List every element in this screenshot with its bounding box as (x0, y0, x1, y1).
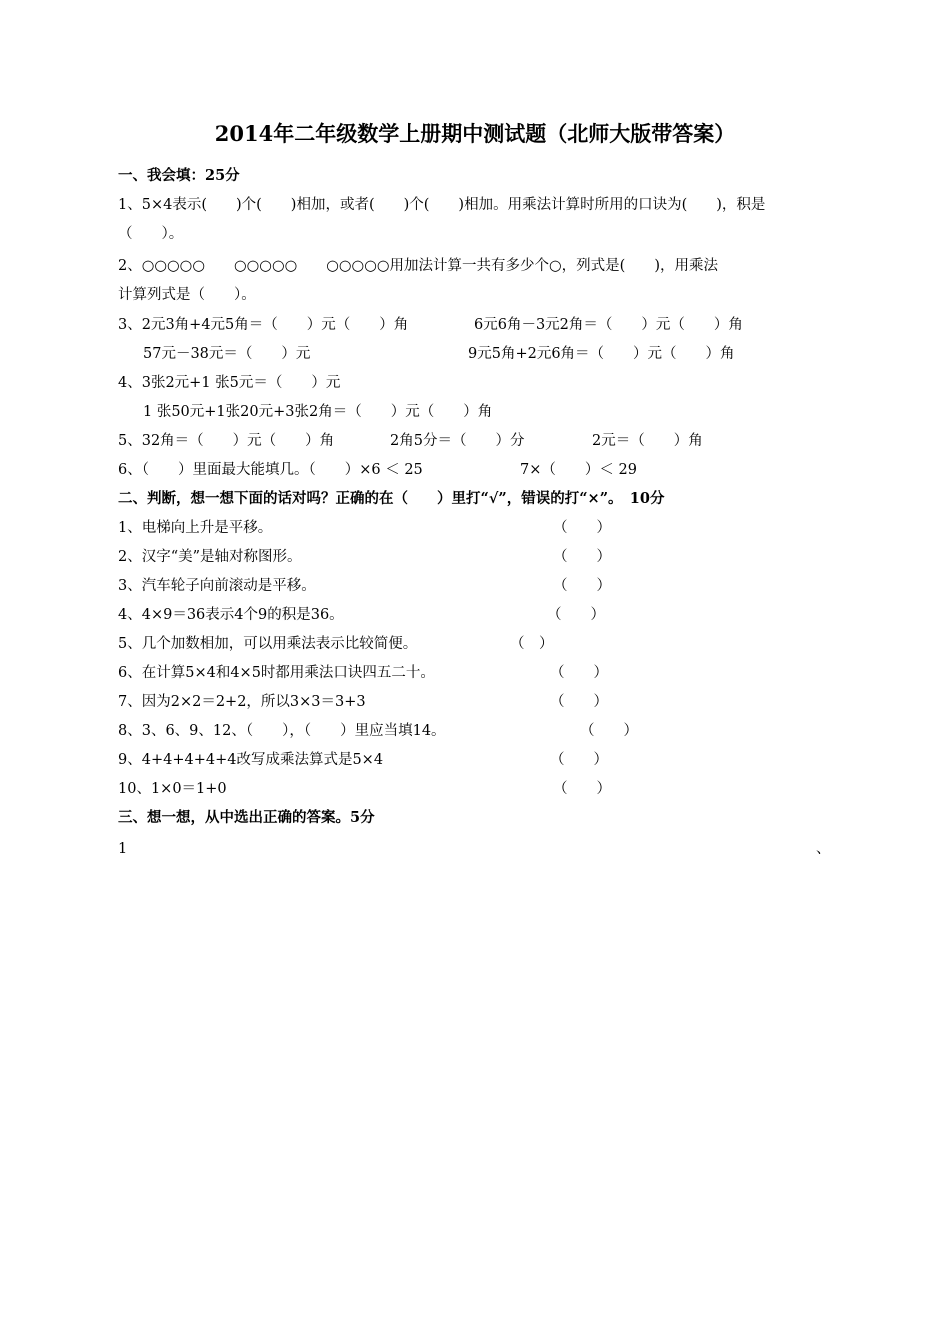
section3-question-1-number: 1 (118, 841, 128, 857)
judgment-item-text: 5、几个加数相加，可以用乘法表示比较简便。 (118, 636, 418, 652)
question-6-part-a: 6、（ ）里面最大能填几。（ ）×6 ＜ 25 (118, 462, 423, 478)
section3-heading: 三、想一想，从中选出正确的答案。5分 (118, 809, 375, 826)
judgment-item-text: 7、因为2×2＝2+2，所以3×3＝3+3 (118, 694, 366, 710)
judgment-item-text: 4、4×9＝36表示4个9的积是36。 (118, 607, 344, 623)
judgment-item-text: 10、1×0＝1+0 (118, 781, 227, 797)
judgment-item-text: 1、电梯向上升是平移。 (118, 520, 273, 536)
document-title: 2014年二年级数学上册期中测试题（北师大版带答案） (214, 121, 736, 146)
judgment-item-blank: （ ） (550, 752, 608, 768)
section3-question-1-mark: 、 (816, 841, 831, 857)
judgment-item-blank: （ ） (553, 549, 611, 565)
judgment-item-blank: （ ） (550, 665, 608, 681)
judgment-item-blank: （ ） (510, 636, 554, 652)
section2-heading: 二、判断，想一想下面的话对吗？正确的在（ ）里打“√”，错误的打“×”。 10分 (118, 490, 665, 507)
judgment-item-text: 6、在计算5×4和4×5时都用乘法口诀四五二十。 (118, 665, 435, 681)
judgment-item-text: 2、汉字“美”是轴对称图形。 (118, 549, 302, 565)
question-1-line-1: 1、5×4表示( )个( )相加，或者( )个( )相加。用乘法计算时所用的口诀为( )，积是 (118, 197, 766, 213)
judgment-item-text: 8、3、6、9、12、（ ），（ ）里应当填14。 (118, 723, 446, 739)
judgment-item-text: 9、4+4+4+4+4改写成乘法算式是5×4 (118, 752, 384, 768)
question-2-line-1: 2、○○○○○ ○○○○○ ○○○○○用加法计算一共有多少个○，列式是( )，用乘法 (118, 258, 718, 274)
question-1-line-2: （ ）。 (118, 226, 184, 242)
judgment-item-blank: （ ） (553, 781, 611, 797)
question-3-part-c: 57元－38元＝（ ）元 (143, 346, 311, 362)
question-4-part-b: 1 张50元+1张20元+3张2角＝（ ）元（ ）角 (143, 404, 493, 420)
question-3-part-a: 3、2元3角+4元5角＝（ ）元（ ）角 (118, 317, 409, 333)
question-5-part-a: 5、32角＝（ ）元（ ）角 (118, 433, 335, 449)
question-3-part-b: 6元6角－3元2角＝（ ）元（ ）角 (474, 317, 743, 333)
judgment-item-blank: （ ） (553, 520, 611, 536)
judgment-item-blank: （ ） (547, 607, 605, 623)
question-5-part-b: 2角5分＝（ ）分 (390, 433, 525, 449)
question-2-line-2: 计算列式是（ ）。 (118, 287, 256, 303)
question-4-part-a: 4、3张2元+1 张5元＝（ ）元 (118, 375, 341, 391)
judgment-item-blank: （ ） (580, 723, 638, 739)
question-5-part-c: 2元＝（ ）角 (592, 433, 703, 449)
question-3-part-d: 9元5角+2元6角＝（ ）元（ ）角 (468, 346, 735, 362)
judgment-item-text: 3、汽车轮子向前滚动是平移。 (118, 578, 316, 594)
judgment-item-blank: （ ） (553, 578, 611, 594)
judgment-item-blank: （ ） (550, 694, 608, 710)
section1-heading: 一、我会填：25分 (118, 167, 240, 184)
question-6-part-b: 7×（ ）＜ 29 (520, 462, 637, 478)
